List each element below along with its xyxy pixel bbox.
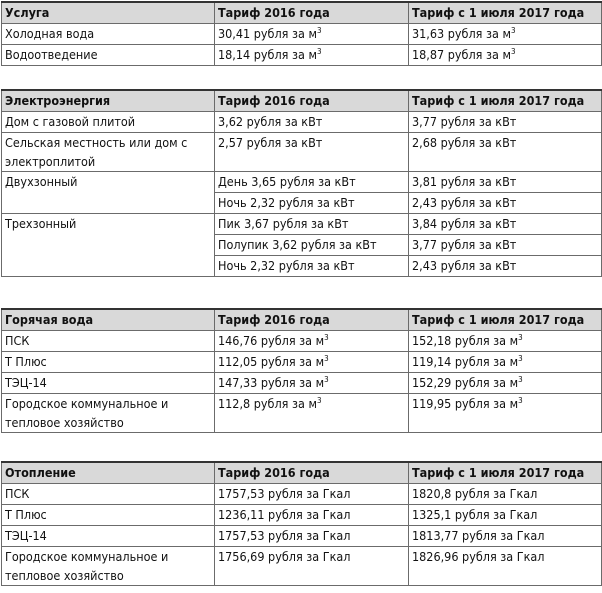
table-header-row [2, 90, 602, 112]
supplier-name: ТЭЦ-14 [2, 373, 215, 394]
table-row [2, 133, 602, 172]
tariff-2017-cell: 31,63 рубля за $м^3$ [409, 24, 602, 45]
tariff-2016-cell: Полупик 3,62 рубля за кВт [215, 235, 409, 256]
table-header-row [2, 462, 602, 484]
tariff-2017-cell: 3,77 рубля за кВт [409, 112, 602, 133]
tariff-2017-cell: 1826,96 рубля за Гкал [409, 547, 602, 586]
table-row [2, 172, 602, 193]
supplier-name: Т Плюс [2, 352, 215, 373]
tariff-2016-cell: 112,05 рубля за $м^3$ [215, 352, 409, 373]
tariff-2017-cell: 119,95 рубля за $м^3$ [409, 394, 602, 433]
tariff-2016-cell: 146,76 рубля за $м^3$ [215, 331, 409, 352]
service-name: Холодная вода [2, 24, 215, 45]
supplier-name: ТЭЦ-14 [2, 526, 215, 547]
table-row [2, 526, 602, 547]
service-name: Сельская местность или дом с электроплитой [2, 133, 215, 172]
tariff-2017-cell: 2,43 рубля за кВт [409, 193, 602, 214]
supplier-name: ПСК [2, 331, 215, 352]
tariff-2017-cell: 18,87 рубля за $м^3$ [409, 45, 602, 66]
table-row [2, 331, 602, 352]
table-header-row [2, 309, 602, 331]
tariff-2016-cell: 18,14 рубля за $м^3$ [215, 45, 409, 66]
tariff-2016-cell: 1756,69 рубля за Гкал [215, 547, 409, 586]
tariff-2016-cell: 147,33 рубля за $м^3$ [215, 373, 409, 394]
tariff-2017-cell: 1813,77 рубля за Гкал [409, 526, 602, 547]
header-tariff-2016: Тариф 2016 года [215, 462, 409, 484]
supplier-name: ПСК [2, 484, 215, 505]
tariff-2016-cell: 112,8 рубля за $м^3$ [215, 394, 409, 433]
hot-water-tariff-table [1, 308, 602, 433]
table-row [2, 352, 602, 373]
header-tariff-2016: Тариф 2016 года [215, 90, 409, 112]
table-row [2, 214, 602, 235]
tariff-2017-cell: 1325,1 рубля за Гкал [409, 505, 602, 526]
header-tariff-2017: Тариф с 1 июля 2017 года [409, 90, 602, 112]
header-service: Горячая вода [2, 309, 215, 331]
header-service: Электроэнергия [2, 90, 215, 112]
tariff-2016-cell: 1757,53 рубля за Гкал [215, 484, 409, 505]
tariff-2017-cell: 3,84 рубля за кВт [409, 214, 602, 235]
tariff-2016-cell: 3,62 рубля за кВт [215, 112, 409, 133]
service-name: Двухзонный [2, 172, 215, 214]
tariff-2017-cell: 3,81 рубля за кВт [409, 172, 602, 193]
tariff-2016-cell: День 3,65 рубля за кВт [215, 172, 409, 193]
supplier-name: Т Плюс [2, 505, 215, 526]
service-name: Дом с газовой плитой [2, 112, 215, 133]
table-row [2, 45, 602, 66]
table-row [2, 24, 602, 45]
supplier-name: Городское коммунальное и тепловое хозяйство [2, 394, 215, 433]
electricity-tariff-table [1, 89, 602, 277]
table-row [2, 112, 602, 133]
tariff-2016-cell: 1757,53 рубля за Гкал [215, 526, 409, 547]
header-tariff-2017: Тариф с 1 июля 2017 года [409, 2, 602, 24]
tariff-2017-cell: 2,68 рубля за кВт [409, 133, 602, 172]
header-service: Услуга [2, 2, 215, 24]
tariff-2017-cell: 2,43 рубля за кВт [409, 256, 602, 277]
water-tariff-table [1, 1, 602, 66]
header-tariff-2017: Тариф с 1 июля 2017 года [409, 462, 602, 484]
tariff-2017-cell: 119,14 рубля за $м^3$ [409, 352, 602, 373]
table-row [2, 547, 602, 586]
tariff-2016-cell: Пик 3,67 рубля за кВт [215, 214, 409, 235]
header-tariff-2016: Тариф 2016 года [215, 309, 409, 331]
supplier-name: Городское коммунальное и тепловое хозяйство [2, 547, 215, 586]
table-row [2, 505, 602, 526]
tariff-2016-cell: 2,57 рубля за кВт [215, 133, 409, 172]
tariff-2017-cell: 152,18 рубля за $м^3$ [409, 331, 602, 352]
header-tariff-2016: Тариф 2016 года [215, 2, 409, 24]
header-service: Отопление [2, 462, 215, 484]
tariff-2017-cell: 3,77 рубля за кВт [409, 235, 602, 256]
header-tariff-2017: Тариф с 1 июля 2017 года [409, 309, 602, 331]
table-row [2, 484, 602, 505]
tariff-2016-cell: 30,41 рубля за $м^3$ [215, 24, 409, 45]
tariff-2016-cell: Ночь 2,32 рубля за кВт [215, 193, 409, 214]
service-name: Трехзонный [2, 214, 215, 277]
table-row [2, 394, 602, 433]
table-header-row [2, 2, 602, 24]
tariff-2017-cell: 152,29 рубля за $м^3$ [409, 373, 602, 394]
table-row [2, 373, 602, 394]
service-name: Водоотведение [2, 45, 215, 66]
tariff-2016-cell: Ночь 2,32 рубля за кВт [215, 256, 409, 277]
tariff-2016-cell: 1236,11 рубля за Гкал [215, 505, 409, 526]
tariff-2017-cell: 1820,8 рубля за Гкал [409, 484, 602, 505]
heating-tariff-table [1, 461, 602, 586]
